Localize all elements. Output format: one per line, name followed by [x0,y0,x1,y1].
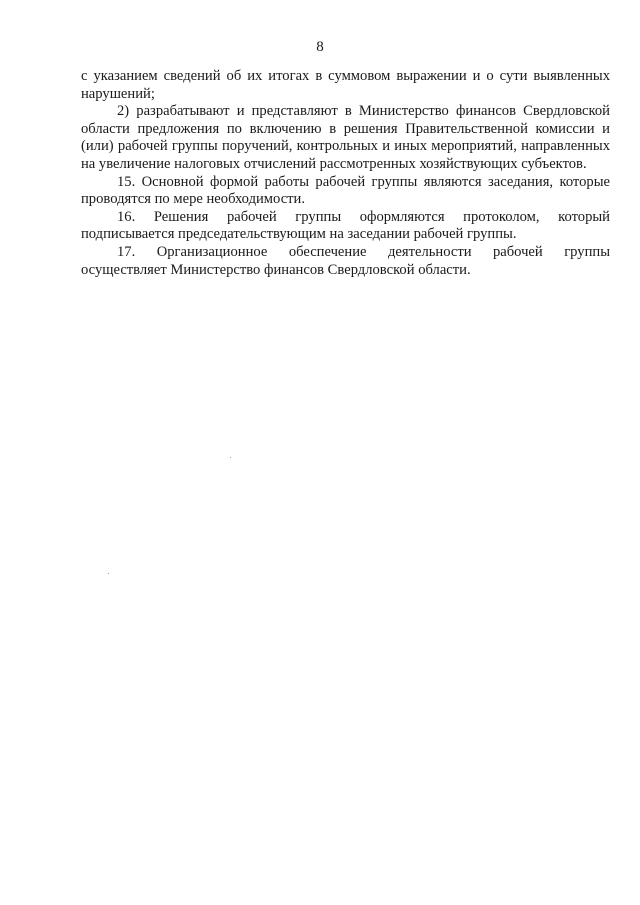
paragraph-continuation: с указанием сведений об их итогах в суммовом выражении и о сути выявленных нарушений; [81,68,610,102]
scan-speck [230,457,231,458]
page-number: 8 [316,39,324,55]
paragraph-item-2: 2) разрабатывают и представляют в Министерство финансов Свердловской области предложения по включению в решения Правительственной комиссии и (или) рабочей группы поручений, контрольных и иных мероприятий, направленных на увеличение налоговых отчислений рассмотренных хозяйствующих субъектов. [81,103,610,172]
paragraph-item-16: 16. Решения рабочей группы оформляются протоколом, который подписывается председательствующим на заседании рабочей группы. [81,208,610,243]
paragraph-item-15: 15. Основной формой работы рабочей группы являются заседания, которые проводятся по мере необходимости. [81,173,610,208]
scan-speck [108,573,109,574]
paragraph-item-17: 17. Организационное обеспечение деятельности рабочей группы осуществляет Министерство финансов Свердловской области. [81,243,610,278]
document-body [81,68,610,279]
